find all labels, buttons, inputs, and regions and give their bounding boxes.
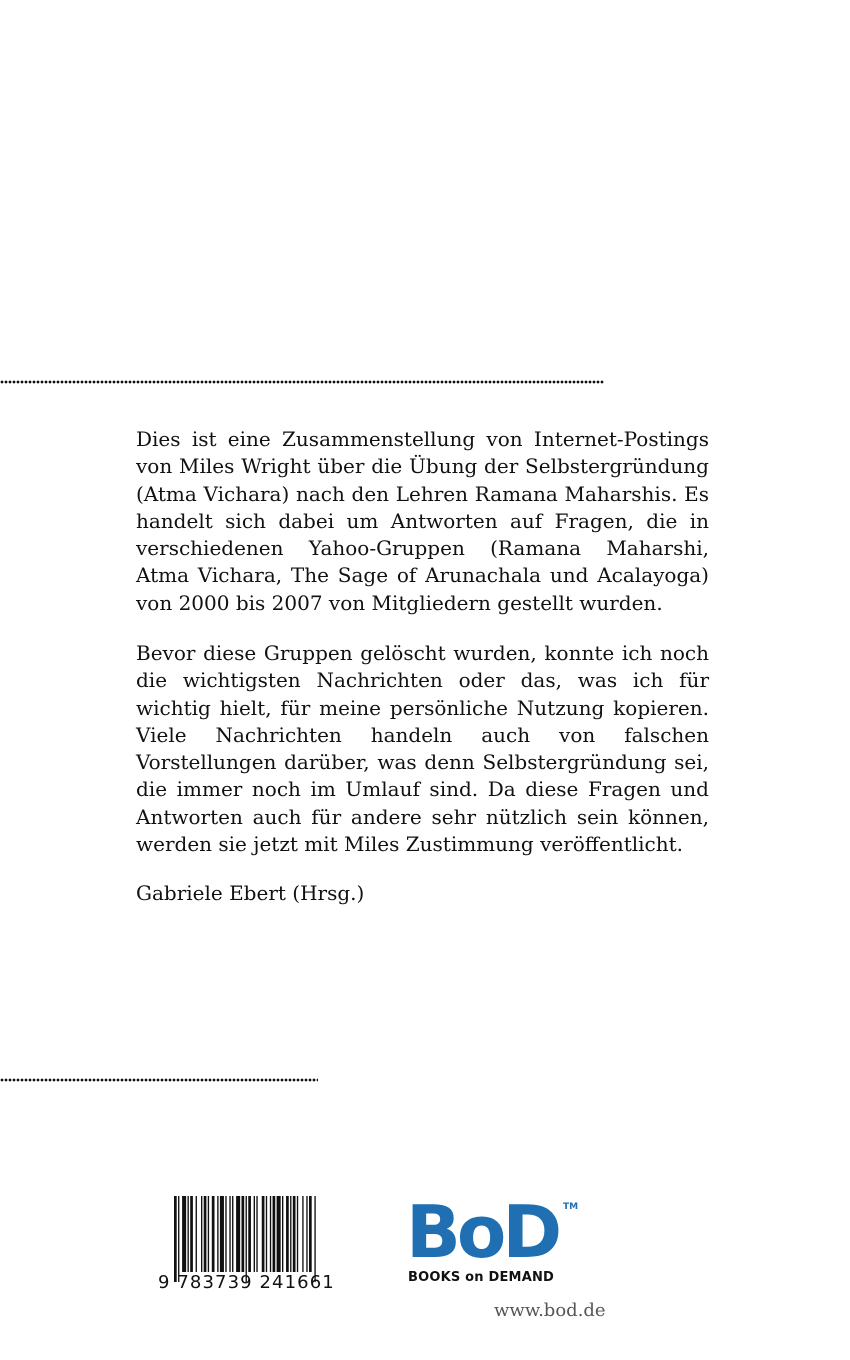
- barcode-bar: [273, 1196, 276, 1272]
- isbn-number: 9 783739 241661: [158, 1272, 335, 1293]
- barcode-bar: [174, 1196, 177, 1282]
- description-paragraph-1: Dies ist eine Zusammenstellung von Internet-Postings von Miles Wright über die Übung der Selbstergründung (Atma Vichara) nach den Lehren Ramana Maharshis. Es handelt sich dabei um Antworten auf Fragen, die in verschiedenen Yahoo-Gruppen (Ramana Maharshi, Atma Vichara, The Sage of Arunachala und Acalayoga) von 2000 bis 2007 von Mitgliedern gestellt wurden.: [136, 427, 709, 615]
- barcode-bar: [297, 1196, 298, 1272]
- barcode-bar: [302, 1196, 303, 1272]
- barcode-bar: [254, 1196, 255, 1272]
- trademark-mark: TM: [563, 1202, 579, 1212]
- barcode-bar: [306, 1196, 307, 1272]
- barcode-bar: [286, 1196, 289, 1272]
- barcode-bar: [266, 1196, 267, 1272]
- barcode-bar: [182, 1196, 186, 1272]
- barcode-bar: [256, 1196, 257, 1272]
- barcode-bar: [277, 1196, 281, 1272]
- barcode-bar: [217, 1196, 218, 1272]
- editor-credit: Gabriele Ebert (Hrsg.): [136, 881, 365, 905]
- barcode-bar: [246, 1196, 247, 1282]
- barcode-bar: [314, 1196, 315, 1282]
- barcode-bar: [290, 1196, 291, 1272]
- isbn-barcode: [158, 1196, 360, 1296]
- barcode-bar: [225, 1196, 226, 1272]
- barcode-bar: [242, 1196, 245, 1272]
- barcode-bar: [262, 1196, 265, 1272]
- barcode-bar: [204, 1196, 207, 1272]
- barcode-bar: [220, 1196, 224, 1272]
- barcode-bar: [293, 1196, 296, 1272]
- barcode-bar: [309, 1196, 312, 1272]
- bottom-dotted-divider: [0, 1078, 318, 1082]
- barcode-bar: [248, 1196, 251, 1272]
- barcode-bar: [178, 1196, 179, 1282]
- barcode-bar: [212, 1196, 215, 1272]
- barcode-bar: [270, 1196, 271, 1272]
- barcode-bar: [201, 1196, 202, 1272]
- barcode-bar: [229, 1196, 230, 1272]
- barcode-bar: [208, 1196, 209, 1272]
- bod-wordmark: BoD: [406, 1190, 559, 1274]
- barcode-bar: [196, 1196, 197, 1272]
- publisher-website: www.bod.de: [494, 1300, 606, 1321]
- bod-logo: [406, 1190, 586, 1296]
- publisher-tagline: BOOKS on DEMAND: [408, 1270, 555, 1285]
- barcode-bars: [174, 1196, 360, 1282]
- barcode-bar: [188, 1196, 189, 1272]
- top-dotted-divider: [0, 380, 604, 384]
- barcode-bar: [190, 1196, 193, 1272]
- barcode-bar: [232, 1196, 233, 1272]
- barcode-bar: [282, 1196, 283, 1272]
- barcode-bar: [236, 1196, 240, 1272]
- description-paragraph-2: Bevor diese Gruppen gelöscht wurden, konnte ich noch die wichtigsten Nachrichten oder das, was ich für wichtig hielt, für meine persönliche Nutzung kopieren. Viele Nachrichten handeln auch von falschen Vorstellungen darüber, was denn Selbstergründung sei, die immer noch im Umlauf sind. Da diese Fragen und Antworten auch für andere sehr nützlich sein können, werden sie jetzt mit Miles Zustimmung veröffentlicht.: [136, 641, 709, 857]
